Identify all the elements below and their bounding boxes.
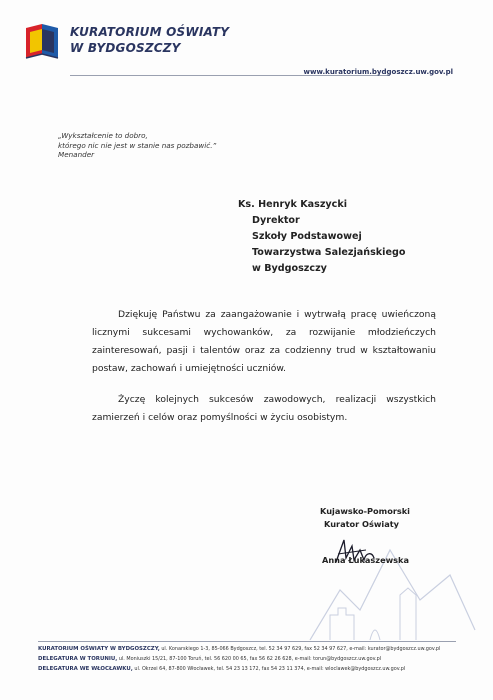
- signatory-title-1: Kujawsko-Pomorski: [320, 506, 410, 516]
- letter-body: [92, 306, 436, 427]
- organization-name-line1: KURATORIUM OŚWIATY: [70, 25, 230, 39]
- footer-row-kuratorium: [38, 644, 440, 654]
- recipient-title: Dyrektor: [252, 215, 300, 226]
- signatory-title-2: Kurator Oświaty: [324, 519, 399, 529]
- organization-name: [70, 24, 229, 56]
- footer-org-torun: DELEGATURA W TORUNIU,: [38, 656, 118, 662]
- quote-author: Menander: [58, 150, 95, 159]
- footer-text-wloclawek: ul. Okrzei 64, 87-800 Włocławek, tel. 54 23 13 172, fax 54 23 11 374, e-mail: wloclawek@bydgoszcz.uw.gov.pl: [134, 666, 406, 672]
- footer-row-wloclawek: [38, 664, 440, 674]
- handwritten-signature-icon: [330, 532, 390, 572]
- signature-block: [320, 505, 410, 531]
- recipient-name: Ks. Henryk Kaszycki: [238, 199, 348, 210]
- body-paragraph-1: Dziękuję Państwu za zaangażowanie i wytrwałą pracę uwieńczoną licznymi sukcesami wychowanków, za rozwijanie młodzieńczych zainteresowań, pasji i talentów oraz za codzienny trud w kształtowaniu postaw, zachowań i umiejętności uczniów.: [92, 309, 436, 374]
- organization-name-line2: W BYDGOSZCZY: [70, 41, 181, 55]
- footer-text-kuratorium: ul. Konarskiego 1-3, 85-066 Bydgoszcz, tel. 52 34 97 629, fax 52 34 97 627, e-mail: kurator@bydgoszcz.uw.gov.pl: [161, 646, 441, 652]
- website-url[interactable]: www.kuratorium.bydgoszcz.uw.gov.pl: [303, 68, 453, 76]
- signatory-name: Anna Łukaszewska: [322, 555, 410, 565]
- recipient-city: w Bydgoszczy: [252, 263, 327, 274]
- quote-line2: którego nic nie jest w stanie nas pozbawić.”: [58, 140, 217, 150]
- footer-addresses: [38, 644, 440, 674]
- epigraph-quote: [58, 131, 216, 160]
- kuratorium-logo-icon: [24, 20, 64, 62]
- recipient-school-line1: Szkoły Podstawowej: [252, 231, 362, 242]
- footer-row-torun: [38, 654, 440, 664]
- body-paragraph-2: Życzę kolejnych sukcesów zawodowych, realizacji wszystkich zamierzeń i celów oraz pomyślności w życiu osobistym.: [92, 394, 436, 423]
- footer-text-torun: ul. Moniuszki 15/21, 87-100 Toruń, tel. 56 620 00 65, fax 56 62 26 628, e-mail: torun@bydgoszcz.uw.gov.pl: [118, 656, 382, 662]
- footer-divider: [38, 641, 456, 642]
- footer-org-wloclawek: DELEGATURA WE WŁOCŁAWKU,: [38, 666, 133, 672]
- footer-org-kuratorium: KURATORIUM OŚWIATY W BYDGOSZCZY,: [38, 646, 160, 652]
- recipient-address: [238, 197, 405, 277]
- recipient-school-line2: Towarzystwa Salezjańskiego: [252, 247, 406, 258]
- quote-line1: „Wykształcenie to dobro,: [58, 131, 148, 140]
- castle-watermark-icon: [300, 520, 480, 660]
